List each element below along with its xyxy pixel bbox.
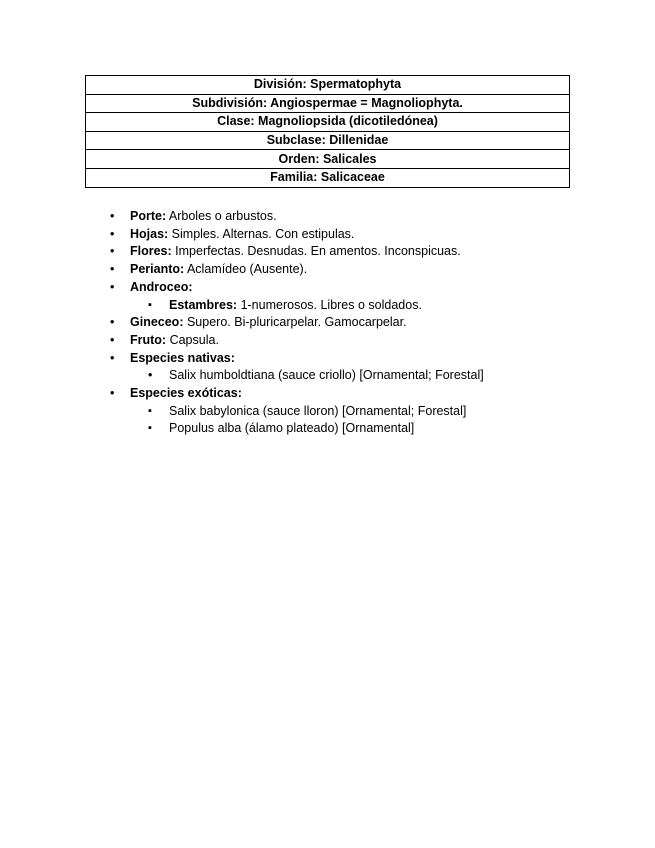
nativas-sublist <box>130 367 610 385</box>
porte-label: Porte: <box>130 209 167 223</box>
orden-cell: Orden: Salicales <box>86 150 570 169</box>
fruto-text: Capsula. <box>166 332 219 347</box>
list-item-especies-nativas <box>110 350 610 385</box>
androceo-label: Androceo: <box>130 279 193 294</box>
estambres-text: 1-numerosos. Libres o soldados. <box>237 297 422 312</box>
androceo-sublist <box>130 297 610 315</box>
subdivision-cell: Subdivisión: Angiospermae = Magnoliophyta. <box>86 94 570 113</box>
list-item-perianto <box>110 261 610 279</box>
list-item-species: • Salix humboldtiana (sauce criollo) [Ornamental; Forestal] <box>130 367 610 385</box>
table-row <box>86 76 570 95</box>
hojas-text: Simples. Alternas. Con estipulas. <box>168 226 355 241</box>
nativas-label: Especies nativas: <box>130 350 235 365</box>
table-row <box>86 113 570 132</box>
list-item-androceo <box>110 279 610 314</box>
table-row <box>86 150 570 169</box>
clase-cell: Clase: Magnoliopsida (dicotiledónea) <box>86 113 570 132</box>
table-row <box>86 168 570 187</box>
gineceo-text: Supero. Bi-pluricarpelar. Gamocarpelar. <box>183 315 407 330</box>
perianto-label: Perianto: <box>130 262 185 277</box>
familia-cell: Familia: Salicaceae <box>86 168 570 187</box>
flores-text: Imperfectas. Desnudas. En amentos. Inconspicuas. <box>171 244 461 259</box>
gineceo-label: Gineceo: <box>130 315 184 330</box>
list-item-flores <box>110 243 610 261</box>
subclase-cell: Subclase: Dillenidae <box>86 131 570 150</box>
fruto-label: Fruto: <box>130 332 167 347</box>
porte-text: Arboles o arbustos. <box>166 209 277 223</box>
list-item-gineceo <box>110 314 610 332</box>
list-item-hojas <box>110 226 610 244</box>
list-item-fruto <box>110 332 610 350</box>
exoticas-sublist <box>130 403 610 438</box>
table-row <box>86 131 570 150</box>
flores-label: Flores: <box>130 244 172 259</box>
hojas-label: Hojas: <box>130 226 169 241</box>
estambres-label: Estambres: <box>169 297 238 312</box>
table-row <box>86 94 570 113</box>
list-item-species: ▪ Populus alba (álamo plateado) [Ornamental] <box>130 420 610 438</box>
list-item-porte <box>110 208 610 226</box>
taxonomy-table <box>85 75 570 188</box>
perianto-text: Aclamídeo (Ausente). <box>184 262 308 277</box>
list-item-species: ▪ Salix babylonica (sauce lloron) [Ornamental; Forestal] <box>130 403 610 421</box>
division-cell: División: Spermatophyta <box>86 76 570 95</box>
list-item-especies-exoticas <box>110 385 610 438</box>
list-item-estambres <box>130 297 610 315</box>
exoticas-label: Especies exóticas: <box>130 386 242 401</box>
characteristics-list <box>110 208 610 438</box>
